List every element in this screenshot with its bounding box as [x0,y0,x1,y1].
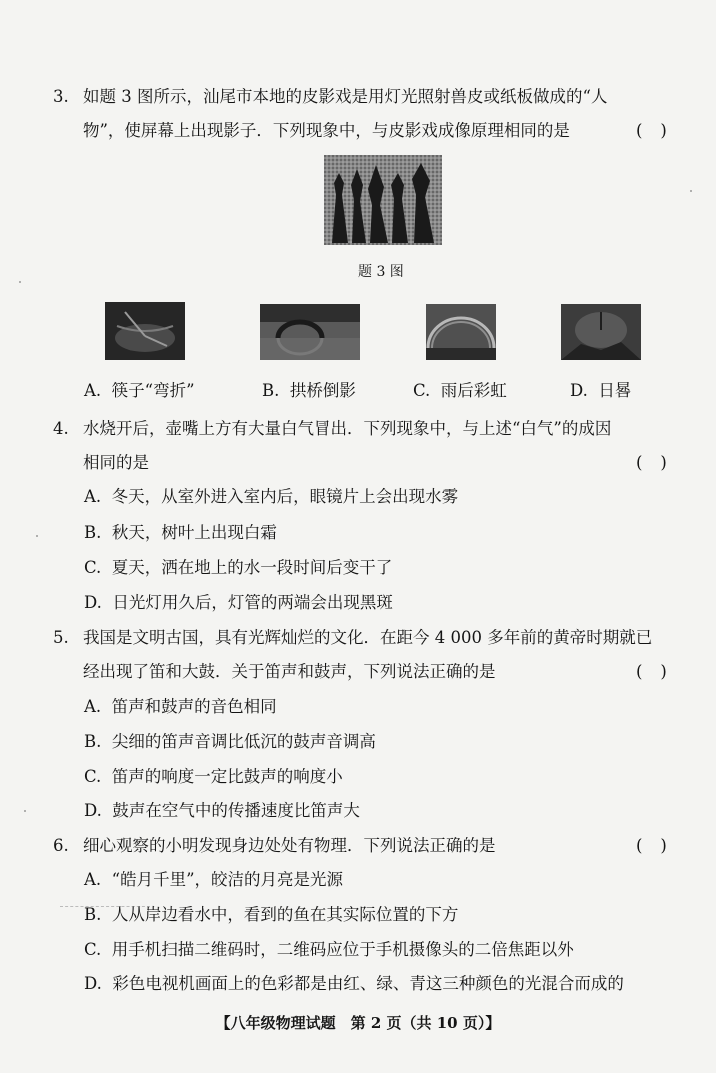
q5-option-d-text: 鼓声在空气中的传播速度比笛声大 [112,801,360,820]
q4-stem-line2: 相同的是 [83,453,149,472]
q6-answer-paren: () [636,836,685,855]
scan-speck [19,281,21,283]
q3-option-c [413,380,507,402]
q3-stem-line1: 如题 3 图所示，汕尾市本地的皮影戏是用灯光照射兽皮或纸板做成的“人 [83,87,608,106]
q4-number: 4. [53,419,69,438]
q3-option-c-letter: C. [413,381,431,400]
q5-number: 5. [53,628,69,647]
q6-option-d-letter: D. [84,974,102,993]
q6-option-d-text: 彩色电视机画面上的色彩都是由红、绿、青这三种颜色的光混合而成的 [112,974,624,993]
q6-option-b [84,904,458,926]
q6-number: 6. [53,836,69,855]
q6-option-c-text: 用手机扫描二维码时，二维码应位于手机摄像头的二倍焦距以外 [111,940,574,959]
q4-option-a [84,486,458,508]
q3-option-d-text: 日晷 [598,381,632,400]
q3-option-c-image-rainbow [426,304,496,360]
q5-option-d [84,800,360,822]
q6-option-c [84,939,574,961]
q6-option-a-letter: A. [84,870,102,889]
q4-answer-paren: () [636,453,685,472]
q3-option-a-image-chopsticks [105,302,185,360]
q4-option-d-text: 日光灯用久后，灯管的两端会出现黑斑 [112,593,393,612]
q3-option-d-letter: D. [570,381,588,400]
q3-option-a [84,380,195,402]
q5-answer-paren: () [636,662,685,681]
q6-option-b-letter: B. [84,905,102,924]
q3-answer-paren: () [636,121,685,140]
q5-option-a-letter: A. [84,697,102,716]
q6-option-b-text: 人从岸边看水中，看到的鱼在其实际位置的下方 [111,905,459,924]
q6-option-a-text: “皓月千里”，皎洁的月亮是光源 [111,870,344,889]
q5-option-b [84,731,376,753]
q5-option-c [84,766,343,788]
scan-speck [24,810,26,812]
q4-option-b-letter: B. [84,523,102,542]
q3-option-b [262,380,356,402]
q5-option-c-letter: C. [84,767,102,786]
q3-stem-line2: 物”，使屏幕上出现影子．下列现象中，与皮影戏成像原理相同的是 [83,121,570,140]
q4-option-c-text: 夏天，洒在地上的水一段时间后变干了 [111,558,393,577]
q6-stem-line1: 细心观察的小明发现身边处处有物理．下列说法正确的是 [83,836,496,855]
q3-option-d-image-sundial [561,304,641,360]
q5-option-a [84,696,277,718]
q4-option-d-letter: D. [84,593,102,612]
q3-figure-shadow-puppet [324,155,442,245]
q5-option-b-text: 尖细的笛声音调比低沉的鼓声音调高 [111,732,376,751]
q5-option-d-letter: D. [84,801,102,820]
q3-figure-caption: 题 3 图 [358,264,404,280]
q4-option-a-letter: A. [84,487,102,506]
q6-option-a [84,869,343,891]
q5-stem-line2: 经出现了笛和大鼓．关于笛声和鼓声，下列说法正确的是 [83,662,496,681]
q3-option-a-text: 筷子“弯折” [111,381,195,400]
q5-option-b-letter: B. [84,732,102,751]
scan-speck [690,190,692,192]
q3-option-b-text: 拱桥倒影 [289,381,356,400]
q6-option-c-letter: C. [84,940,102,959]
q4-option-c-letter: C. [84,558,102,577]
q4-option-c [84,557,392,579]
q3-number: 3. [53,87,69,106]
q4-option-a-text: 冬天，从室外进入室内后，眼镜片上会出现水雾 [111,487,459,506]
q3-option-c-text: 雨后彩虹 [440,381,507,400]
q4-option-d [84,592,393,614]
q3-option-b-image-bridge [260,304,360,360]
scan-speck [36,535,38,537]
page-footer: 【八年级物理试题 第 2 页（共 10 页）】 [215,1014,501,1032]
q6-option-d [84,973,624,995]
q4-option-b [84,522,277,544]
q5-stem-line1: 我国是文明古国，具有光辉灿烂的文化．在距今 4 000 多年前的黄帝时期就已 [83,628,653,647]
q3-option-a-letter: A. [84,381,102,400]
q4-option-b-text: 秋天，树叶上出现白霜 [111,523,277,542]
q4-stem-line1: 水烧开后，壶嘴上方有大量白气冒出．下列现象中，与上述“白气”的成因 [83,419,612,438]
q5-option-a-text: 笛声和鼓声的音色相同 [111,697,277,716]
q3-option-d [570,380,631,402]
q5-option-c-text: 笛声的响度一定比鼓声的响度小 [111,767,343,786]
q3-option-b-letter: B. [262,381,280,400]
